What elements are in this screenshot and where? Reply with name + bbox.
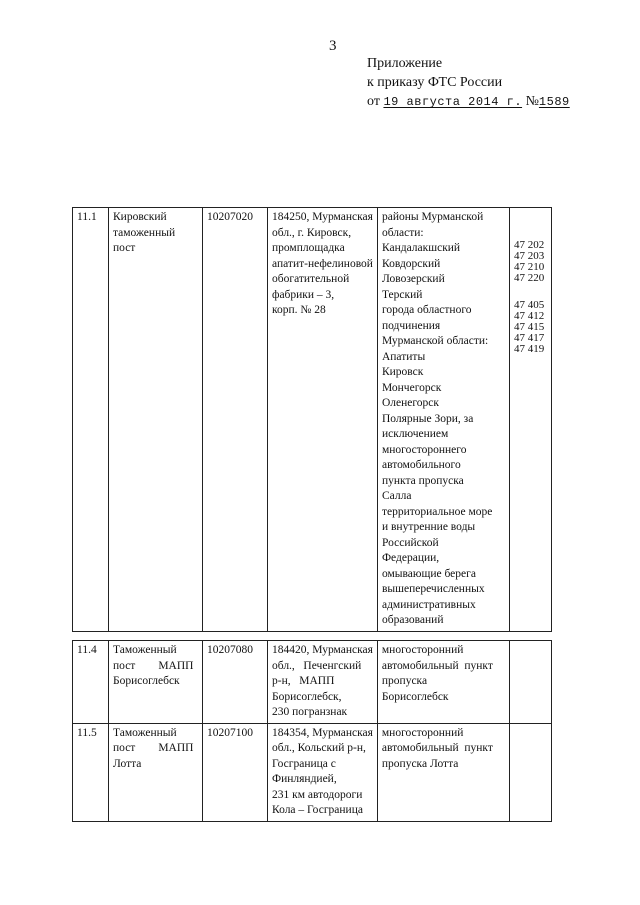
table-row [73,208,552,632]
area-line: многосторонний [381,644,464,656]
post-name [109,641,203,724]
post-code: 10207080 [203,641,268,724]
okato-code: 47 415 [513,321,545,333]
area-line: Кировск [381,366,424,378]
okato-code: 47 417 [513,332,545,344]
post-name-line: таможенный [113,226,176,239]
operation-areas [377,208,509,632]
address-line: Кола – Госграница [272,804,363,816]
area-line: омывающие берега [381,567,476,580]
appendix-title: Приложение [367,56,443,71]
area-line: области: [381,226,424,239]
okato-code: 47 220 [513,272,545,284]
address-line: обогатительной [272,273,350,285]
customs-table-2 [72,640,552,822]
post-name [109,723,203,821]
table-row [73,723,552,821]
address-line: Борисоглебск, [272,690,342,703]
area-line: автомобильный пункт [381,659,493,672]
post-code: 10207020 [203,208,268,632]
address-line: обл., г. Кировск, [272,226,352,239]
area-line: Мончегорск [381,381,442,394]
area-line: исключением [381,428,449,440]
operation-areas [377,723,509,821]
post-name-line: Лотта [113,757,142,770]
okato-code: 47 419 [513,343,545,355]
okato-codes [509,641,551,724]
address-line: корп. № 28 [272,304,326,316]
post-name-line: пост МАПП [113,742,194,754]
area-line: Ловозерский [381,273,445,285]
order-date: 19 августа 2014 г. [383,95,523,109]
table-row [73,641,552,724]
area-line: районы Мурманской [381,211,484,223]
address-line: обл., Печенгский [272,659,362,672]
area-line: подчинения [381,319,441,332]
date-prefix: от [367,94,380,109]
address-line: апатит-нефелиновой [272,257,373,270]
okato-code: 47 202 [513,239,545,251]
post-address [268,723,378,821]
post-name-line: пост [113,242,136,254]
okato-code: 47 210 [513,261,545,273]
area-line: Российской [381,536,439,549]
post-name-line: Кировский [113,211,167,223]
order-reference: к приказу ФТС России [367,75,503,90]
post-address [268,641,378,724]
address-line: промплощадка [272,242,345,254]
area-line: вышеперечисленных [381,583,485,595]
order-number: 1589 [538,95,570,109]
area-line: и внутренние воды [381,521,476,533]
okato-codes [509,723,551,821]
area-line: пункта пропуска [381,474,464,487]
area-line: административных [381,598,476,611]
address-line: 230 погранзнак [272,706,348,718]
address-line: 184420, Мурманская [272,644,373,656]
area-line: Федерации, [381,552,440,564]
area-line: Салла [381,490,412,502]
area-line: Борисоглебск [381,690,449,703]
area-line: Оленегорск [381,397,439,409]
post-code: 10207100 [203,723,268,821]
order-header [367,54,570,112]
address-line: 184250, Мурманская [272,211,373,223]
area-line: многостороннего [381,443,467,456]
area-line: образований [381,614,444,626]
operation-areas [377,641,509,724]
post-name-line: пост МАПП [113,659,194,672]
row-number: 11.5 [73,723,109,821]
row-number: 11.1 [73,208,109,632]
area-line: Апатиты [381,350,426,363]
address-line: Госграница с [272,757,336,770]
row-number: 11.4 [73,641,109,724]
area-line: города областного [381,304,472,316]
area-line: многосторонний [381,726,464,739]
post-address [268,208,378,632]
post-name-line: Борисоглебск [113,675,180,687]
okato-codes [509,208,551,632]
area-line: Полярные Зори, за [381,412,474,425]
post-name [109,208,203,632]
address-line: р-н, МАПП [272,675,335,687]
address-line: Финляндией, [272,773,337,785]
okato-code: 47 405 [513,299,545,311]
customs-table-1 [72,207,552,632]
address-line: обл., Кольский р-н, [272,742,366,754]
area-line: территориальное море [381,505,493,518]
area-line: автомобильного [381,459,461,471]
number-prefix: № [525,94,539,109]
okato-code: 47 412 [513,310,545,322]
area-line: Ковдорский [381,257,441,270]
okato-code: 47 203 [513,250,545,262]
area-line: автомобильный пункт [381,742,493,754]
page-number: 3 [329,38,337,54]
area-line: Терский [381,288,423,301]
address-line: фабрики – 3, [272,288,335,301]
post-name-line: Таможенный [113,726,177,739]
post-name-line: Таможенный [113,644,177,656]
area-line: Кандалакшский [381,242,461,254]
address-line: 231 км автодороги [272,788,363,801]
area-line: Мурманской области: [381,335,489,347]
area-line: пропуска [381,675,428,687]
address-line: 184354, Мурманская [272,726,373,739]
area-line: пропуска Лотта [381,757,459,770]
order-date-line [367,92,570,112]
